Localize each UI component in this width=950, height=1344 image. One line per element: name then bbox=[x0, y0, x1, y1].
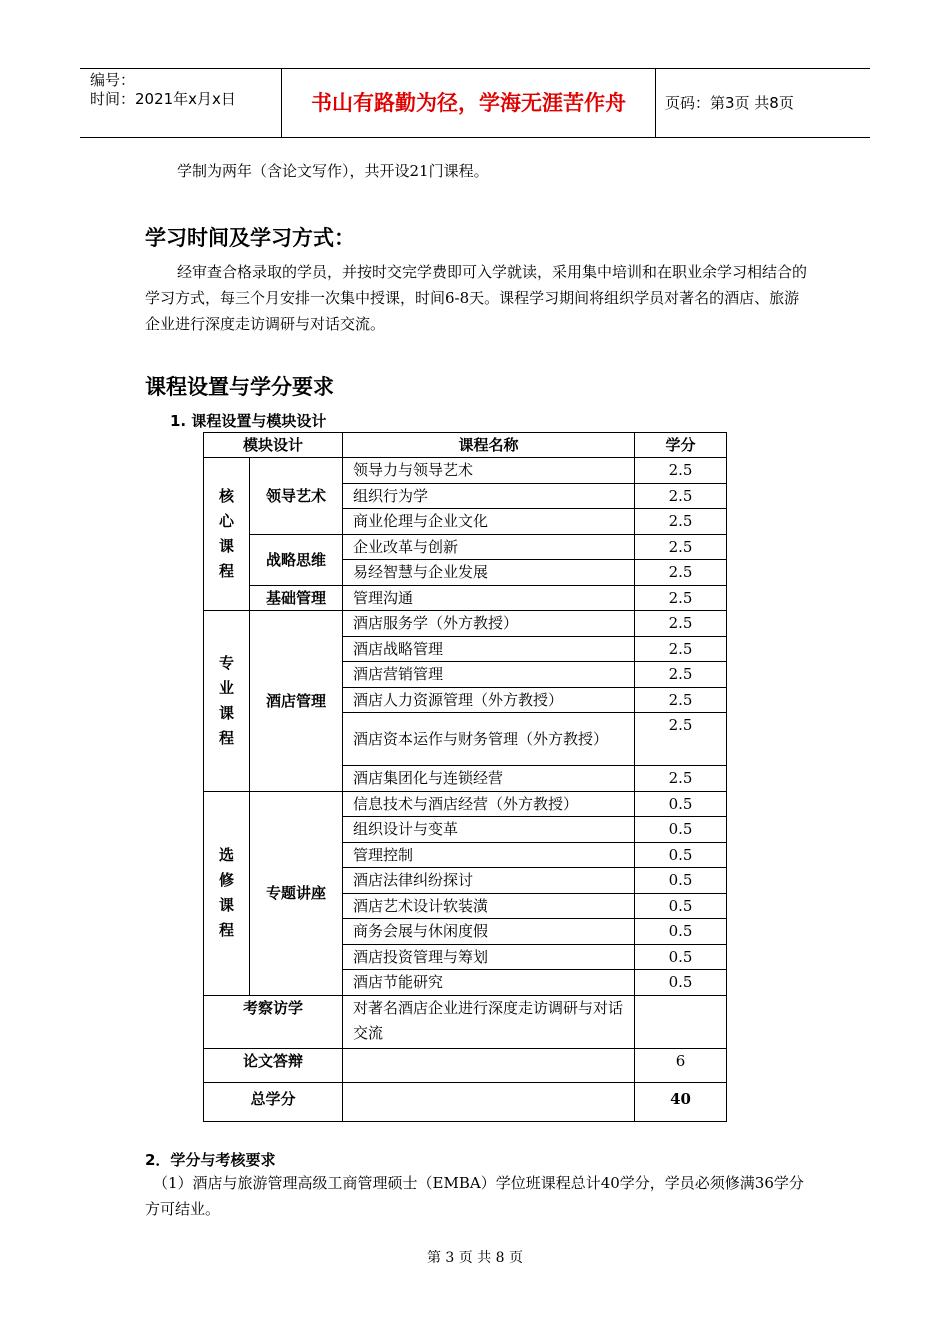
course-credit: 0.5 bbox=[635, 868, 727, 894]
header-motto: 书山有路勤为径，学海无涯苦作舟 bbox=[282, 69, 656, 137]
course-credit: 0.5 bbox=[635, 944, 727, 970]
course-credit: 0.5 bbox=[635, 970, 727, 996]
course-name: 领导力与领导艺术 bbox=[343, 458, 635, 484]
module-name: 领导艺术 bbox=[250, 458, 343, 535]
group-label: 核 心 课 程 bbox=[204, 458, 250, 611]
course-credit: 2.5 bbox=[635, 585, 727, 611]
course-name: 商业伦理与企业文化 bbox=[343, 509, 635, 535]
total-label: 总学分 bbox=[204, 1082, 343, 1121]
course-name: 酒店服务学（外方教授） bbox=[343, 611, 635, 637]
course-credit: 2.5 bbox=[635, 611, 727, 637]
course-credit: 2.5 bbox=[635, 662, 727, 688]
course-credit: 0.5 bbox=[635, 842, 727, 868]
thesis-row bbox=[204, 1048, 727, 1082]
course-name: 易经智慧与企业发展 bbox=[343, 560, 635, 586]
page-footer: 第 3 页 共 8 页 bbox=[426, 1250, 524, 1266]
course-credit: 0.5 bbox=[635, 817, 727, 843]
section2-heading: 课程设置与学分要求 bbox=[145, 375, 334, 399]
section1-body: 经审查合格录取的学员，并按时交完学费即可入学就读，采用集中培训和在职业余学习相结合的学习方式，每三个月安排一次集中授课，时间6-8天。课程学习期间将组织学员对著名的酒店、旅游企业进行深度走访调研与对话交流。 bbox=[145, 263, 808, 333]
header-credit: 学分 bbox=[635, 433, 727, 458]
header-meta bbox=[80, 69, 282, 137]
course-credit: 2.5 bbox=[635, 713, 727, 766]
course-name: 管理沟通 bbox=[343, 585, 635, 611]
course-credit: 0.5 bbox=[635, 893, 727, 919]
course-name: 酒店投资管理与筹划 bbox=[343, 944, 635, 970]
header-page-label: 页码：第3页 共8页 bbox=[665, 94, 794, 112]
course-table bbox=[203, 432, 727, 1122]
course-name: 酒店集团化与连锁经营 bbox=[343, 766, 635, 792]
header-module: 模块设计 bbox=[204, 433, 343, 458]
course-name: 商务会展与休闲度假 bbox=[343, 919, 635, 945]
module-name: 基础管理 bbox=[250, 585, 343, 611]
course-name: 企业改革与创新 bbox=[343, 534, 635, 560]
course-credit: 2.5 bbox=[635, 534, 727, 560]
course-credit: 2.5 bbox=[635, 687, 727, 713]
course-credit: 2.5 bbox=[635, 560, 727, 586]
table-header-row bbox=[204, 433, 727, 458]
visit-label: 考察访学 bbox=[204, 995, 343, 1048]
thesis-course bbox=[343, 1048, 635, 1082]
thesis-credit: 6 bbox=[635, 1048, 727, 1082]
course-credit: 2.5 bbox=[635, 636, 727, 662]
course-name: 酒店战略管理 bbox=[343, 636, 635, 662]
course-name: 酒店资本运作与财务管理（外方教授） bbox=[343, 713, 635, 766]
thesis-label: 论文答辩 bbox=[204, 1048, 343, 1082]
course-credit: 2.5 bbox=[635, 458, 727, 484]
section1-heading: 学习时间及学习方式： bbox=[145, 226, 355, 250]
table-row bbox=[204, 791, 727, 817]
group-label: 选 修 课 程 bbox=[204, 791, 250, 995]
course-credit: 0.5 bbox=[635, 791, 727, 817]
course-name: 管理控制 bbox=[343, 842, 635, 868]
header-course: 课程名称 bbox=[343, 433, 635, 458]
course-name: 酒店节能研究 bbox=[343, 970, 635, 996]
credit-requirements-heading: 2．学分与考核要求 bbox=[145, 1151, 276, 1169]
module-name: 战略思维 bbox=[250, 534, 343, 585]
course-name: 组织行为学 bbox=[343, 483, 635, 509]
course-credit: 2.5 bbox=[635, 509, 727, 535]
total-course bbox=[343, 1082, 635, 1121]
course-name: 酒店法律纠纷探讨 bbox=[343, 868, 635, 894]
course-credit: 0.5 bbox=[635, 919, 727, 945]
time-label: 时间：2021年x月x日 bbox=[90, 90, 236, 108]
course-name: 组织设计与变革 bbox=[343, 817, 635, 843]
visit-row bbox=[204, 995, 727, 1048]
total-row bbox=[204, 1082, 727, 1121]
course-credit: 2.5 bbox=[635, 766, 727, 792]
module-name: 酒店管理 bbox=[250, 611, 343, 792]
course-name: 酒店营销管理 bbox=[343, 662, 635, 688]
course-credit: 2.5 bbox=[635, 483, 727, 509]
credit-requirements-body: （1）酒店与旅游管理高级工商管理硕士（EMBA）学位班课程总计40学分，学员必须修满36学分方可结业。 bbox=[145, 1174, 804, 1218]
group-label: 专 业 课 程 bbox=[204, 611, 250, 792]
intro-line: 学制为两年（含论文写作），共开设21门课程。 bbox=[177, 162, 489, 180]
total-credit: 40 bbox=[635, 1082, 727, 1121]
course-name: 信息技术与酒店经营（外方教授） bbox=[343, 791, 635, 817]
table-row bbox=[204, 611, 727, 637]
module-name: 专题讲座 bbox=[250, 791, 343, 995]
table-row bbox=[204, 534, 727, 560]
table-row bbox=[204, 458, 727, 484]
visit-course: 对著名酒店企业进行深度走访调研与对话交流 bbox=[343, 995, 635, 1048]
course-name: 酒店人力资源管理（外方教授） bbox=[343, 687, 635, 713]
table-row bbox=[204, 585, 727, 611]
visit-credit bbox=[635, 995, 727, 1048]
course-table-heading: 1. 课程设置与模块设计 bbox=[170, 412, 327, 430]
course-name: 酒店艺术设计软装潢 bbox=[343, 893, 635, 919]
number-label: 编号： bbox=[90, 71, 136, 89]
course-table-body bbox=[204, 433, 727, 1122]
page-header bbox=[80, 68, 870, 138]
